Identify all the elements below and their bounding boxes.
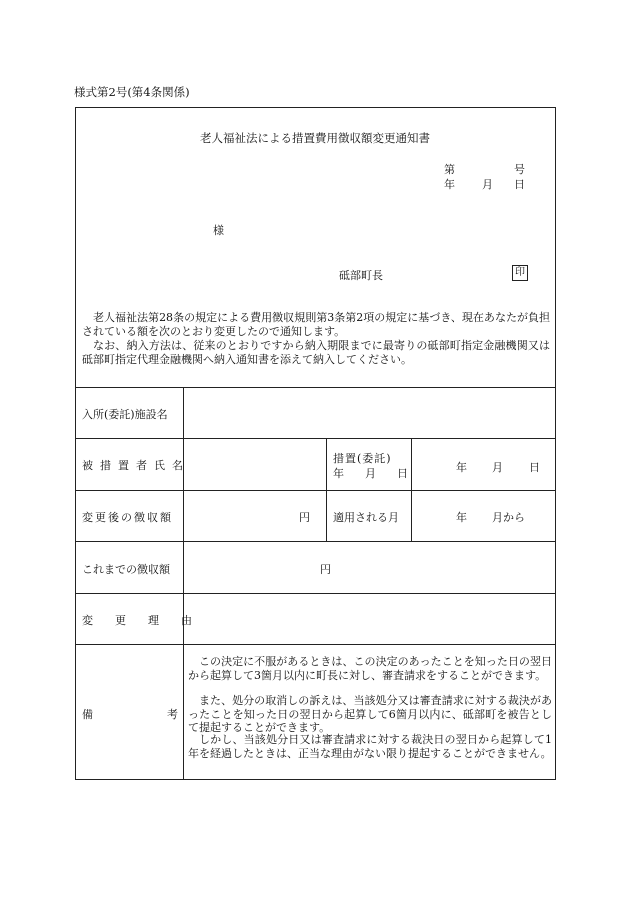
remarks-paragraph-1: この決定に不服があるときは、この決定のあったことを知った日の翌日から起算して3箇月以内に町長に対し、審査請求をすることができます。	[188, 655, 552, 682]
addressee-sama: 様	[213, 224, 224, 237]
divider-row-1	[75, 438, 556, 439]
applied-year: 年	[456, 511, 467, 524]
remarks-label-2: 考	[167, 708, 178, 721]
old-amount-unit: 円	[320, 563, 331, 576]
divider-mid-column	[326, 438, 327, 541]
number-dai: 第	[444, 163, 455, 176]
measure-date-label-day: 日	[397, 467, 408, 480]
date-day: 日	[514, 178, 525, 191]
body-paragraph-2: なお、納入方法は、従来のとおりですから納入期限までに最寄りの砥部町指定金融機関又は砥部町指定代理金融機関へ納入通知書を添えて納入してください。	[82, 339, 550, 366]
body-paragraph-1: 老人福祉法第28条の規定による費用徴収規則第3条第2項の規定に基づき、現在あなたが負担されている額を次のとおり変更したので通知します。	[82, 311, 550, 338]
date-month: 月	[482, 178, 493, 191]
remarks-paragraph-3: しかし、当該処分日又は審査請求に対する裁決日の翌日から起算して1年を経過したときは、正当な理由がない限り提起することができません。	[188, 733, 552, 760]
divider-row-5	[75, 644, 556, 645]
document-title: 老人福祉法による措置費用徴収額変更通知書	[200, 131, 430, 145]
measure-date-label: 措置(委託)	[333, 452, 392, 465]
divider-row-2	[75, 490, 556, 491]
seal-mark: 印	[512, 265, 528, 281]
divider-row-4	[75, 593, 556, 594]
divider-row-3	[75, 541, 556, 542]
remarks-paragraph-2: また、処分の取消しの訴えは、当該処分又は審査請求に対する裁決があったことを知った日の翌日から起算して6箇月以内に、砥部町を被告として提起することができます。	[188, 694, 552, 734]
applied-month-label: 適用される月	[333, 511, 399, 524]
new-amount-label: 変更後の徴収額	[82, 511, 173, 524]
divider-right-column	[411, 438, 412, 541]
new-amount-unit: 円	[299, 511, 310, 524]
number-go: 号	[514, 163, 525, 176]
form-number-label: 様式第2号(第4条関係)	[74, 85, 190, 99]
name-label: 被措置者氏名	[82, 459, 190, 472]
measure-date-label-year: 年	[333, 467, 344, 480]
measure-date-month: 月	[492, 461, 503, 474]
measure-date-year: 年	[456, 461, 467, 474]
divider-label-column	[183, 387, 184, 780]
old-amount-label: これまでの徴収額	[82, 563, 170, 576]
divider-header	[75, 387, 556, 388]
issuer-name: 砥部町長	[339, 269, 383, 282]
measure-date-day: 日	[529, 461, 540, 474]
date-year: 年	[444, 178, 455, 191]
applied-month-from: 月から	[492, 511, 525, 524]
remarks-label-1: 備	[82, 708, 93, 721]
reason-label: 変更理由	[82, 614, 214, 627]
facility-label: 入所(委託)施設名	[82, 408, 168, 421]
measure-date-label-month: 月	[365, 467, 376, 480]
